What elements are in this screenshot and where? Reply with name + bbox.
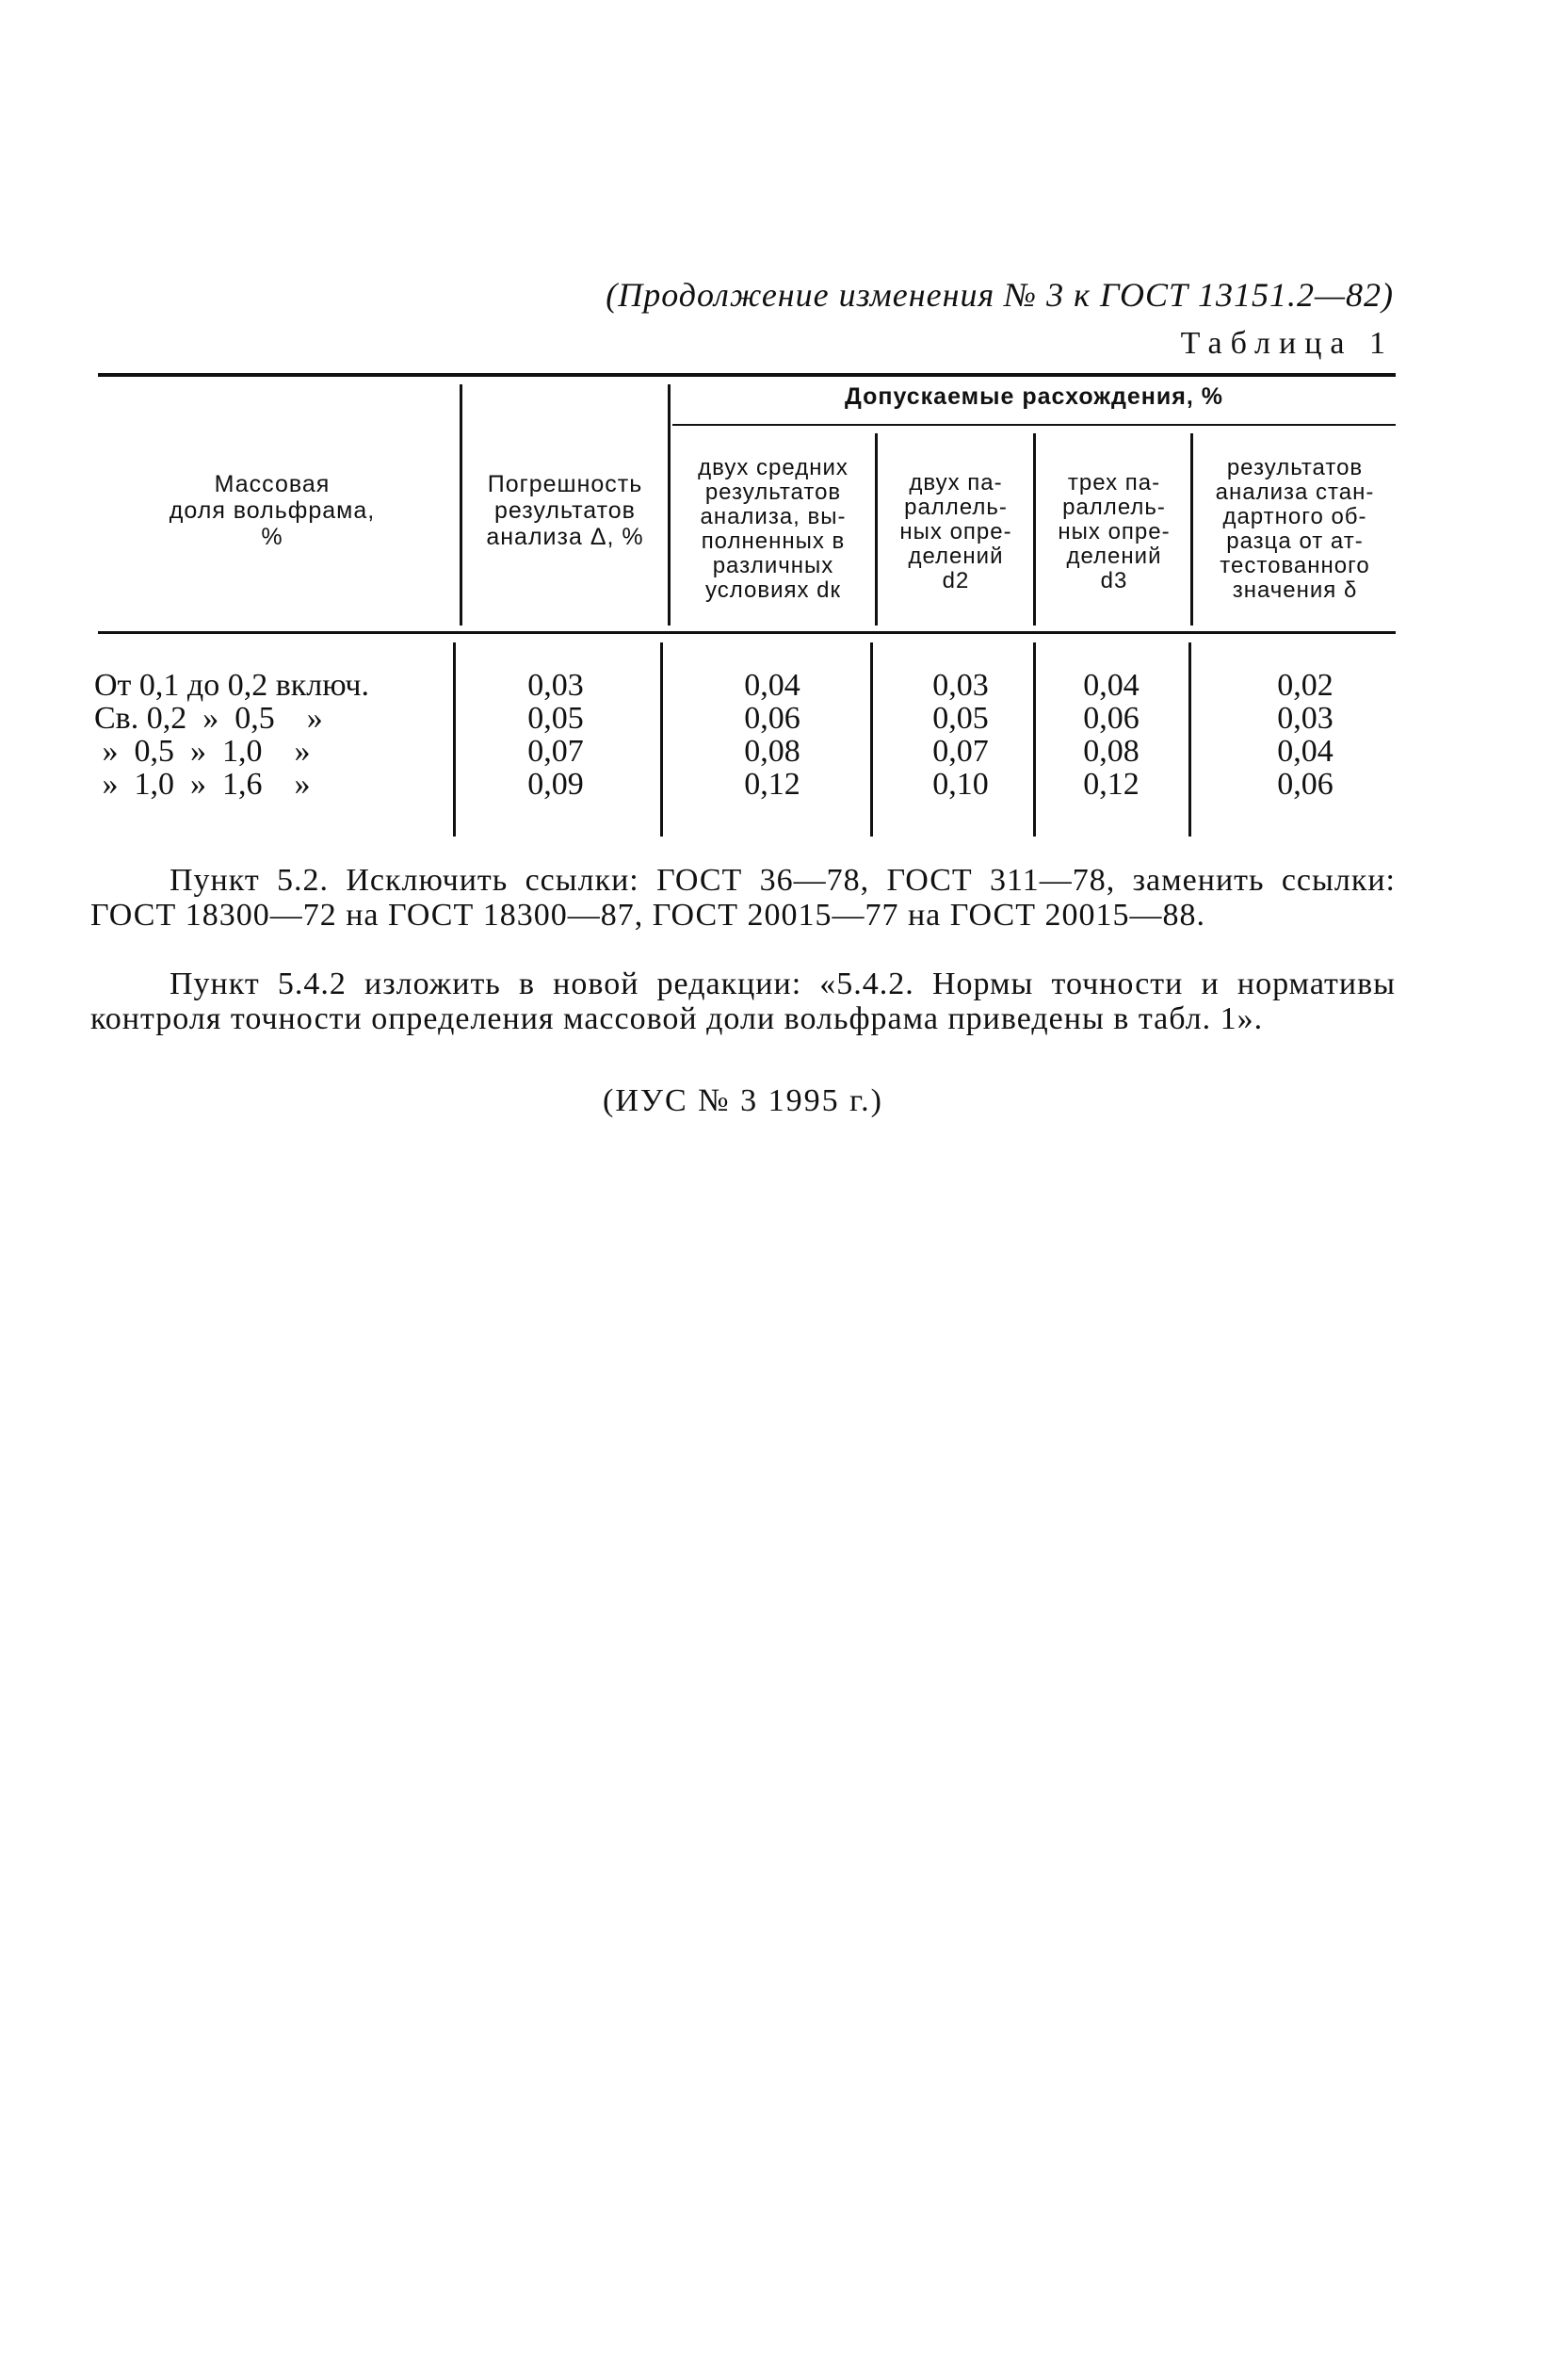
cell-d2: 0,10 xyxy=(932,767,989,802)
cell-d3: 0,06 xyxy=(1083,701,1140,736)
cell-delta: 0,03 xyxy=(1277,701,1334,736)
header-allowed-discrepancies: Допускаемые расхождения, % xyxy=(844,383,1223,410)
table-row xyxy=(94,735,1396,768)
cell-range: » 0,5 » 1,0 » xyxy=(94,734,311,769)
column-divider xyxy=(1033,433,1036,626)
cell-dk: 0,08 xyxy=(744,734,800,769)
cell-range: От 0,1 до 0,2 включ. xyxy=(94,668,369,703)
header-delta: результатов анализа стан- дартного об- разца от ат- тестованного значения δ xyxy=(1215,455,1375,603)
paragraph-item-5-4-2 xyxy=(90,967,1396,1036)
cell-d2: 0,03 xyxy=(932,668,989,703)
change-header: (Продолжение изменения № 3 к ГОСТ 13151.2—82) xyxy=(606,276,1394,314)
header-d3: трех па- раллель- ных опре- делений d3 xyxy=(1058,470,1171,593)
cell-error: 0,03 xyxy=(527,668,584,703)
header-dk: двух средних результатов анализа, вы- полненных в различных условиях dк xyxy=(698,455,849,603)
header-d2: двух па- раллель- ных опре- делений d2 xyxy=(899,470,1012,593)
cell-range: » 1,0 » 1,6 » xyxy=(94,767,311,802)
paragraph-item-5-2 xyxy=(90,863,1396,933)
cell-delta: 0,02 xyxy=(1277,668,1334,703)
column-divider xyxy=(668,384,671,626)
table-label: Таблица 1 xyxy=(1180,326,1394,361)
group-header-rule xyxy=(672,424,1396,426)
cell-dk: 0,06 xyxy=(744,701,800,736)
cell-dk: 0,12 xyxy=(744,767,800,802)
cell-d3: 0,08 xyxy=(1083,734,1140,769)
cell-error: 0,05 xyxy=(527,701,584,736)
table-top-rule xyxy=(98,373,1396,377)
table-header-rule xyxy=(98,631,1396,634)
cell-error: 0,07 xyxy=(527,734,584,769)
header-analysis-error: Погрешность результатов анализа Δ, % xyxy=(486,471,644,550)
table-row xyxy=(94,669,1396,702)
cell-d3: 0,12 xyxy=(1083,767,1140,802)
column-divider xyxy=(875,433,878,626)
paragraph-text: Пункт 5.4.2 изложить в новой редакции: «5.4.2. Нормы точности и нормативы контроля точности определения массовой доли вольфрама приведены в табл. 1». xyxy=(90,967,1396,1036)
cell-d3: 0,04 xyxy=(1083,668,1140,703)
paragraph-text: Пункт 5.2. Исключить ссылки: ГОСТ 36—78, ГОСТ 311—78, заменить ссылки: ГОСТ 18300—72 на ГОСТ 18300—87, ГОСТ 20015—77 на ГОСТ 20015—88. xyxy=(90,863,1396,933)
table-body xyxy=(94,669,1396,801)
cell-dk: 0,04 xyxy=(744,668,800,703)
cell-delta: 0,06 xyxy=(1277,767,1334,802)
table-row xyxy=(94,768,1396,801)
table-row xyxy=(94,702,1396,735)
publication-reference: (ИУС № 3 1995 г.) xyxy=(603,1083,883,1118)
cell-d2: 0,07 xyxy=(932,734,989,769)
header-mass-fraction: Массовая доля вольфрама, % xyxy=(169,471,376,550)
column-divider xyxy=(460,384,462,626)
cell-delta: 0,04 xyxy=(1277,734,1334,769)
cell-error: 0,09 xyxy=(527,767,584,802)
cell-d2: 0,05 xyxy=(932,701,989,736)
cell-range: Св. 0,2 » 0,5 » xyxy=(94,701,323,736)
